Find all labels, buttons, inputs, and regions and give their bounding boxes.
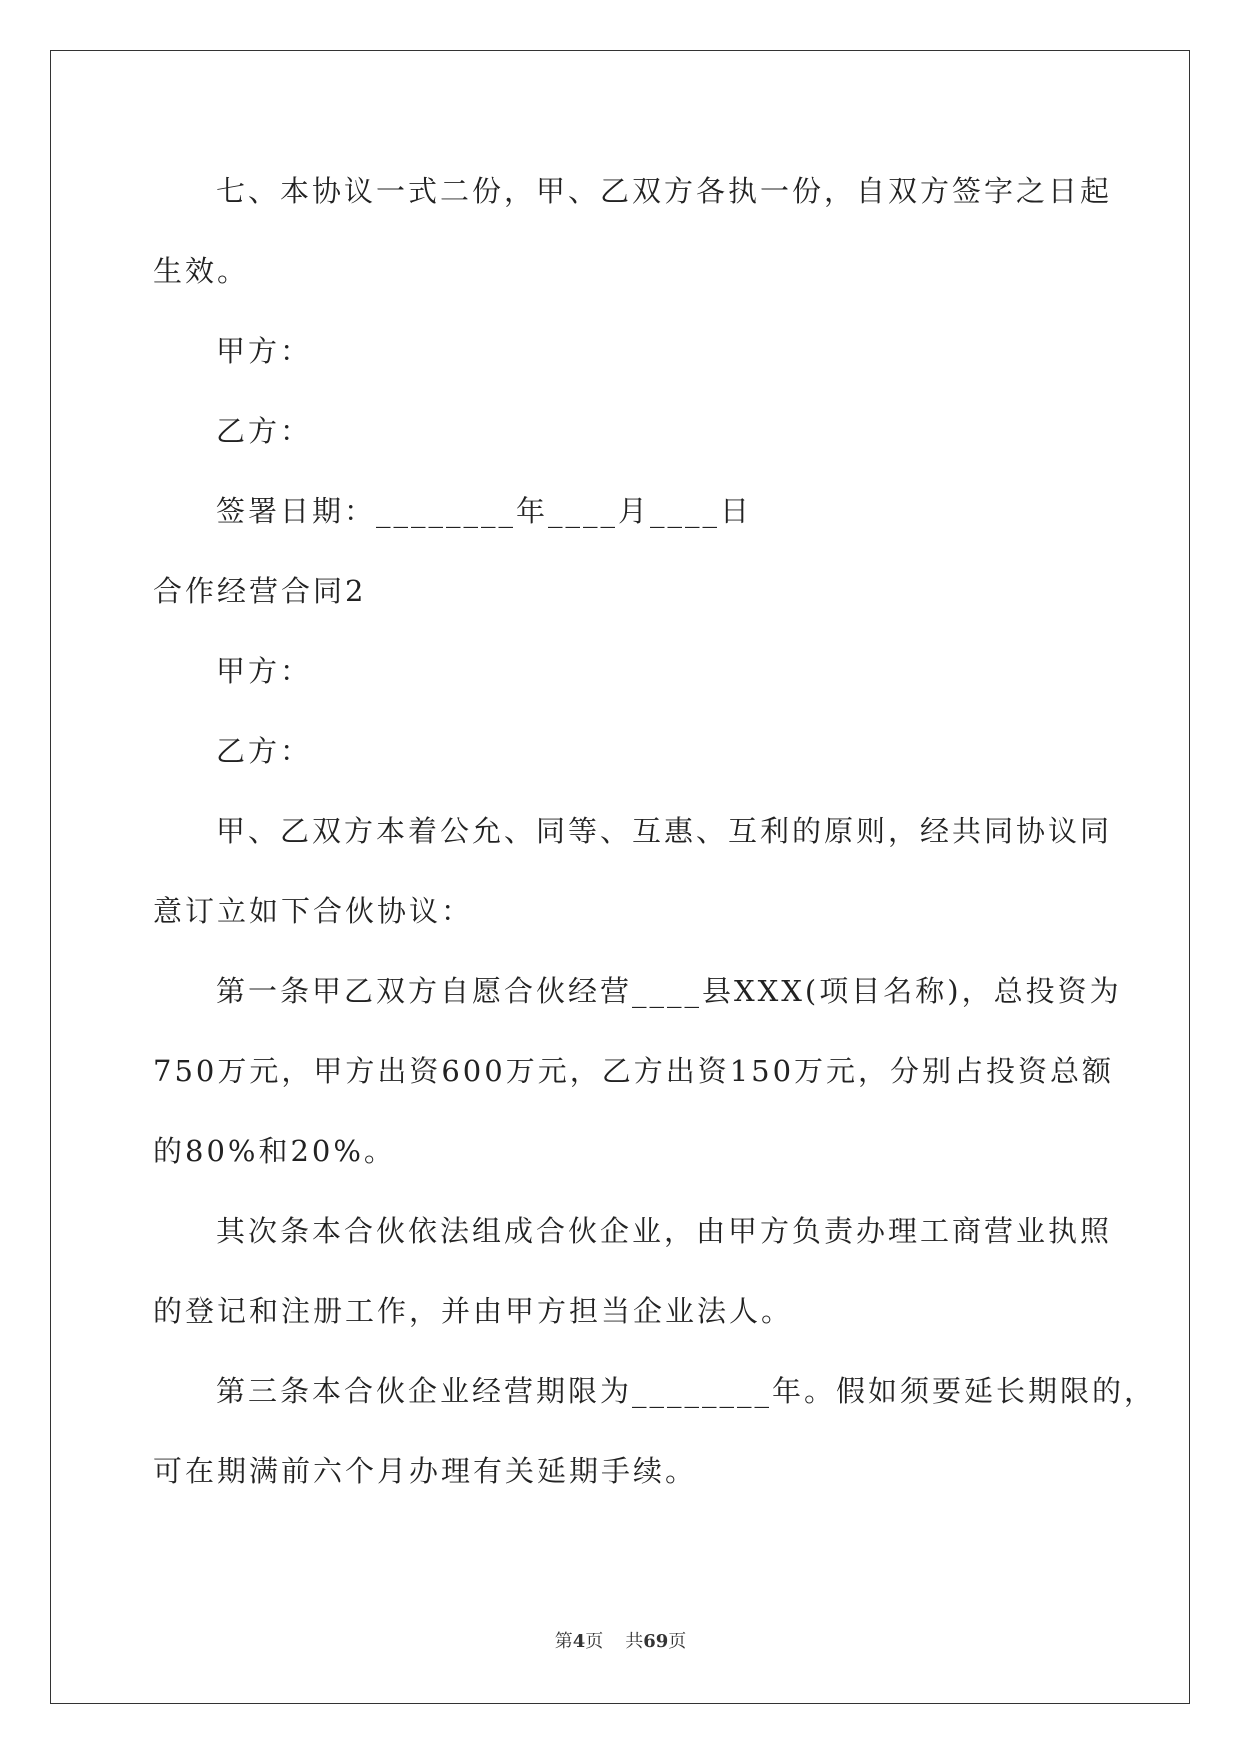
party-a-label: 甲方： (216, 654, 313, 688)
article-3-line: 可在期满前六个月办理有关延期手续。 (153, 1454, 698, 1488)
total-prefix: 共 (625, 1631, 644, 1652)
paragraph-line: 生效。 (153, 254, 250, 288)
article-2-line: 的登记和注册工作，并由甲方担当企业法人。 (153, 1294, 794, 1328)
article-3-line: 第三条本合伙企业经营期限为________年。假如须要延长期限的， (216, 1374, 1157, 1408)
article-2-line: 其次条本合伙依法组成合伙企业，由甲方负责办理工商营业执照 (216, 1214, 1113, 1248)
total-pages: 69 (643, 1631, 669, 1652)
page-number: 4 (572, 1631, 586, 1652)
party-a-label: 甲方： (216, 334, 313, 368)
page-suffix: 页 (585, 1631, 604, 1652)
paragraph-line: 甲、乙双方本着公允、同等、互惠、互利的原则，经共同协议同 (216, 814, 1113, 848)
section-title: 合作经营合同2 (153, 574, 367, 608)
article-1-line: 的80%和20%。 (153, 1134, 396, 1168)
party-b-label: 乙方： (216, 414, 313, 448)
paragraph-line: 意订立如下合伙协议： (153, 894, 474, 928)
article-1-line: 第一条甲乙双方自愿合伙经营____县XXX(项目名称)，总投资为 (216, 974, 1122, 1008)
page-prefix: 第 (554, 1631, 573, 1652)
signing-date-line: 签署日期：________年____月____日 (216, 494, 753, 528)
article-1-line: 750万元，甲方出资600万元，乙方出资150万元，分别占投资总额 (153, 1054, 1115, 1088)
page-footer (0, 1627, 1241, 1653)
party-b-label: 乙方： (216, 734, 313, 768)
paragraph-line: 七、本协议一式二份，甲、乙双方各执一份，自双方签字之日起 (216, 174, 1113, 208)
total-suffix: 页 (668, 1631, 687, 1652)
